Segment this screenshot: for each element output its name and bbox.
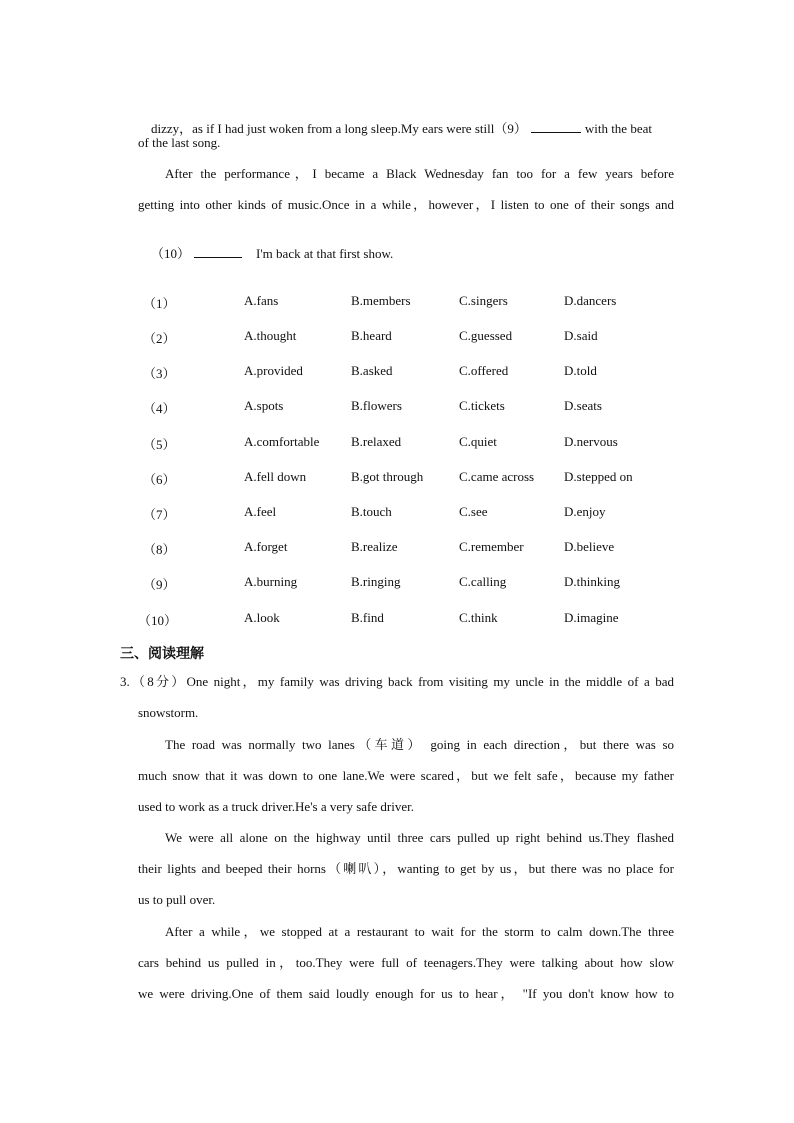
paragraph1-line1: The road was normally two lanes（车道） going in each direction，but there was so	[165, 737, 674, 752]
option-c: C.singers	[459, 293, 508, 308]
option-row	[0, 504, 794, 522]
option-b: B.relaxed	[351, 434, 402, 449]
passage1-line3: After the performance，I became a Black Wednesday fan too for a few years before	[165, 166, 674, 181]
paragraph3-line2: cars behind us pulled in，too.They were full of teenagers.They were talking about how slow	[138, 955, 674, 970]
option-row	[0, 574, 794, 592]
option-a: A.provided	[244, 363, 303, 378]
option-c: C.calling	[459, 574, 507, 589]
option-d: D.believe	[564, 539, 615, 554]
question-number: （6）	[143, 472, 176, 487]
option-a: A.comfortable	[244, 434, 320, 449]
option-a: A.look	[244, 610, 280, 625]
option-d: D.stepped on	[564, 469, 633, 484]
text: （10）	[151, 246, 191, 261]
option-a: A.spots	[244, 398, 284, 413]
paragraph2-line2: their lights and beeped their horns（喇叭），wanting to get by us，but there was no place for	[138, 861, 674, 876]
option-row	[0, 610, 794, 628]
section-title: 三、阅读理解	[120, 646, 204, 662]
question-number: （4）	[143, 401, 176, 416]
option-d: D.dancers	[564, 293, 617, 308]
option-c: C.see	[459, 504, 488, 519]
option-row	[0, 469, 794, 487]
option-c: C.offered	[459, 363, 509, 378]
question-number: （3）	[143, 366, 176, 381]
option-d: D.told	[564, 363, 597, 378]
question-number: （1）	[143, 296, 176, 311]
paragraph2-line3: us to pull over.	[138, 892, 216, 907]
option-b: B.members	[351, 293, 411, 308]
option-row	[0, 363, 794, 381]
question-number: （10）	[138, 613, 178, 628]
option-b: B.realize	[351, 539, 398, 554]
option-c: C.think	[459, 610, 498, 625]
text: with the beat	[584, 121, 652, 136]
option-row	[0, 328, 794, 346]
option-d: D.thinking	[564, 574, 620, 589]
paragraph3-line1: After a while，we stopped at a restaurant to wait for the storm to calm down.The three	[165, 924, 674, 939]
answer-blank-10	[194, 245, 242, 258]
paragraph3-line3: we were driving.One of them said loudly enough for us to hear， "If you don't know how to	[138, 986, 674, 1001]
option-d: D.nervous	[564, 434, 618, 449]
option-row	[0, 539, 794, 557]
option-a: A.fans	[244, 293, 279, 308]
option-b: B.asked	[351, 363, 393, 378]
question-3-line1: 3.（8分）One night，my family was driving back from visiting my uncle in the middle of a bad	[120, 674, 674, 689]
passage1-line4: getting into other kinds of music.Once in a while，however，I listen to one of their songs and	[138, 197, 674, 212]
option-d: D.imagine	[564, 610, 619, 625]
passage1-line2: of the last song.	[138, 135, 221, 150]
option-d: D.said	[564, 328, 598, 343]
paragraph1-line3: used to work as a truck driver.He's a very safe driver.	[138, 799, 414, 814]
option-c: C.guessed	[459, 328, 513, 343]
option-a: A.fell down	[244, 469, 307, 484]
option-b: B.heard	[351, 328, 392, 343]
option-c: C.quiet	[459, 434, 497, 449]
option-row	[0, 398, 794, 416]
question-number: （2）	[143, 331, 176, 346]
option-row	[0, 293, 794, 311]
option-a: A.feel	[244, 504, 277, 519]
option-c: C.tickets	[459, 398, 505, 413]
question-number: （5）	[143, 437, 176, 452]
text: dizzy，as if I had just woken from a long sleep.My ears were still（9）	[151, 121, 527, 136]
option-b: B.touch	[351, 504, 392, 519]
paragraph1-line2: much snow that it was down to one lane.We were scared，but we felt safe，because my father	[138, 768, 674, 783]
passage1-line5	[138, 229, 393, 278]
option-row	[0, 434, 794, 452]
text: I'm back at that first show.	[256, 246, 394, 261]
question-number: （7）	[143, 507, 176, 522]
option-b: B.flowers	[351, 398, 402, 413]
option-c: C.remember	[459, 539, 524, 554]
option-a: A.forget	[244, 539, 288, 554]
option-a: A.thought	[244, 328, 297, 343]
question-3-line2: snowstorm.	[138, 705, 199, 720]
option-b: B.got through	[351, 469, 424, 484]
question-number: （8）	[143, 542, 176, 557]
option-a: A.burning	[244, 574, 298, 589]
option-d: D.seats	[564, 398, 602, 413]
option-c: C.came across	[459, 469, 535, 484]
option-b: B.find	[351, 610, 384, 625]
paragraph2-line1: We were all alone on the highway until three cars pulled up right behind us.They flashed	[165, 830, 674, 845]
option-d: D.enjoy	[564, 504, 606, 519]
question-number: （9）	[143, 577, 176, 592]
answer-blank-9	[531, 120, 581, 133]
option-b: B.ringing	[351, 574, 401, 589]
